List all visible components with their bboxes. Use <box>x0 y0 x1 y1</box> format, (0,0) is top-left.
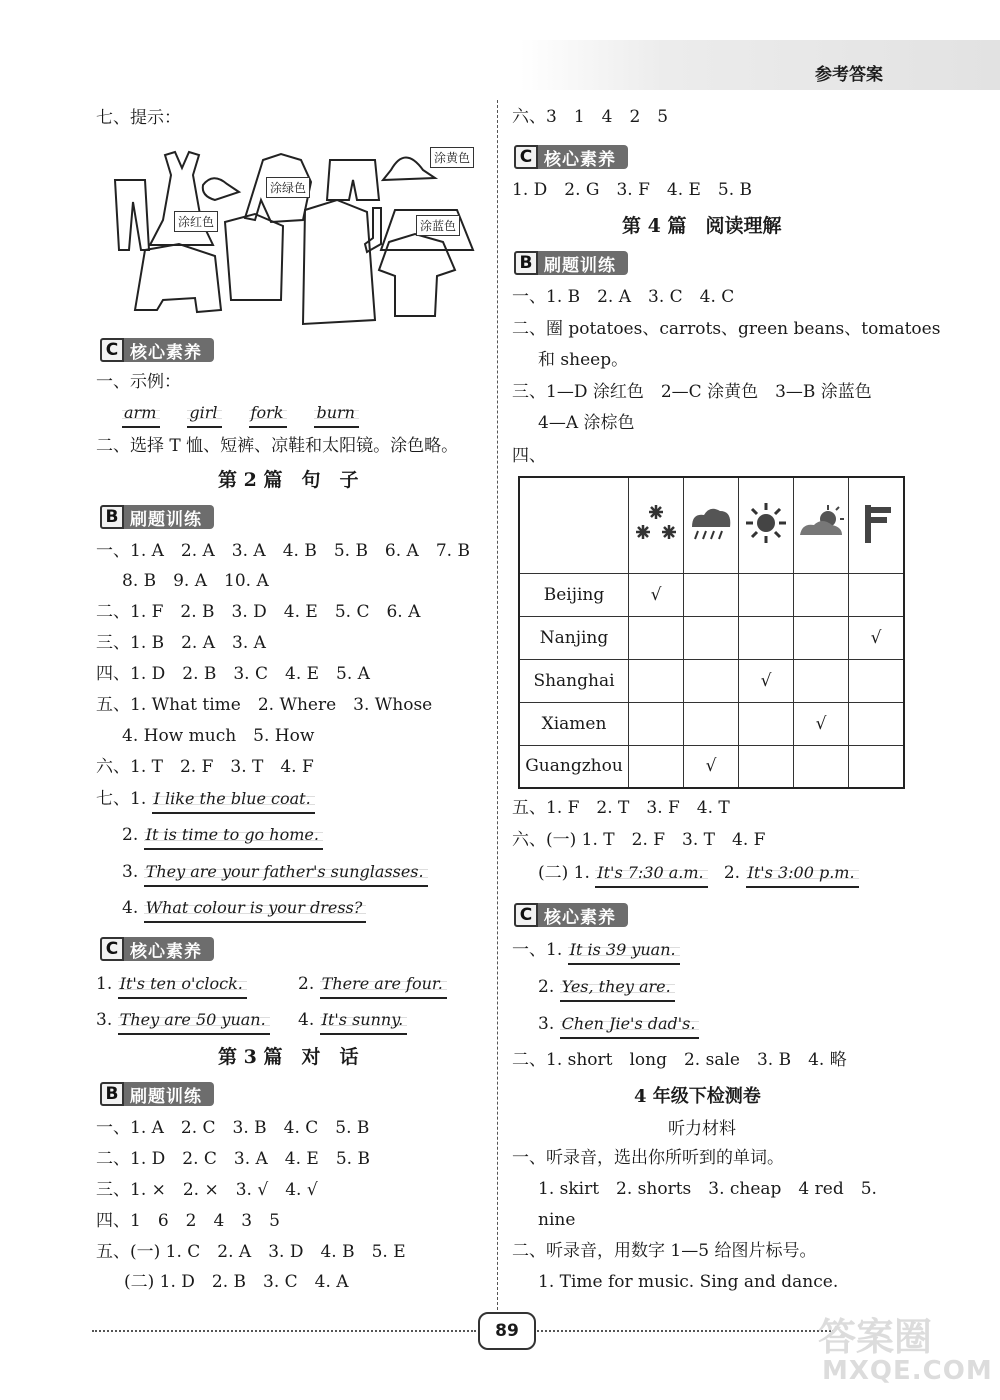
table-row <box>519 573 904 616</box>
city-cell: Nanjing <box>519 616 629 659</box>
jacket-icon <box>135 244 221 312</box>
tag-green: 涂绿色 <box>266 177 310 198</box>
handwritten-answer: It's sunny. <box>320 1008 408 1035</box>
p2-q7-line4: 4. What colour is your dress? <box>122 896 366 923</box>
r-line6c: (二) 1. It's 7:30 a.m. 2. It's 3:00 p.m. <box>538 861 859 888</box>
p2-line: 六、1. T 2. F 3. T 4. F <box>96 757 314 777</box>
p3-line: 五、(一) 1. C 2. A 3. D 4. B 5. E <box>96 1242 406 1262</box>
handwritten-answer: Chen Jie's dad's. <box>560 1012 700 1039</box>
q7-title: 七、提示： <box>96 108 181 128</box>
ex-line: 二、听录音，用数字 1—5 给图片标号。 <box>512 1241 817 1261</box>
word-arm: arm <box>122 401 160 428</box>
c1-line1: 一、示例： <box>96 372 181 392</box>
part3-title: 第 3 篇 对 话 <box>218 1046 359 1068</box>
rain-cell <box>684 477 739 573</box>
sun-cell <box>739 477 794 573</box>
handwritten-answer: It's 7:30 a.m. <box>595 861 707 888</box>
weather-table <box>518 476 905 789</box>
badge-core-3: C 核心素养 <box>514 145 628 169</box>
word-burn: burn <box>314 401 359 428</box>
tag-red: 涂红色 <box>174 211 218 232</box>
p2-c-row1a: 1. It's ten o'clock. <box>96 972 247 999</box>
badge-drill-3: B 刷题训练 <box>100 1082 214 1106</box>
r-c2-line3: 3. Chen Jie's dad's. <box>538 1012 699 1039</box>
empty-cell <box>629 616 684 659</box>
p4-line: 4—A 涂棕色 <box>538 413 635 433</box>
p2-line: 二、1. F 2. B 3. D 4. E 5. C 6. A <box>96 602 421 622</box>
check-cell: √ <box>739 659 794 702</box>
trousers-icon <box>115 180 149 250</box>
handwritten-answer: It is 39 yuan. <box>568 938 680 965</box>
empty-cell <box>629 702 684 745</box>
empty-cell <box>684 616 739 659</box>
table-header-row <box>519 477 904 573</box>
ex-line: 1. skirt 2. shorts 3. cheap 4 red 5. <box>538 1179 877 1199</box>
watermark-url: MXQE.COM <box>822 1356 993 1386</box>
windy-cell <box>849 477 905 573</box>
check-cell: √ <box>849 616 905 659</box>
ex-line: nine <box>538 1210 576 1230</box>
empty-cell <box>739 702 794 745</box>
clothes-illustration <box>105 140 480 340</box>
empty-cell <box>684 702 739 745</box>
p3-line: 三、1. × 2. × 3. √ 4. √ <box>96 1180 318 1200</box>
table-corner <box>519 477 629 573</box>
empty-cell <box>684 573 739 616</box>
p4-line: 一、1. B 2. A 3. C 4. C <box>512 287 735 307</box>
r-c2-line4: 二、1. short long 2. sale 3. B 4. 略 <box>512 1050 847 1070</box>
handwritten-answer: They are 50 yuan. <box>118 1008 270 1035</box>
city-cell: Shanghai <box>519 659 629 702</box>
word-girl: girl <box>187 401 221 428</box>
city-cell: Guangzhou <box>519 745 629 788</box>
p2-q7-line1: 七、1. I like the blue coat. <box>96 787 315 814</box>
empty-cell <box>739 745 794 788</box>
ex-line: 一、听录音，选出你所听到的单词。 <box>512 1148 784 1168</box>
empty-cell <box>794 573 849 616</box>
empty-cell <box>739 616 794 659</box>
empty-cell <box>739 573 794 616</box>
cloudy-icon <box>796 501 846 545</box>
badge-drill-4: B 刷题训练 <box>514 251 628 275</box>
header-title: 参考答案 <box>815 65 883 85</box>
p2-c-row2a: 3. They are 50 yuan. <box>96 1008 270 1035</box>
city-cell: Beijing <box>519 573 629 616</box>
cloudy-cell <box>794 477 849 573</box>
p2-line: 三、1. B 2. A 3. A <box>96 633 266 653</box>
p2-line: 五、1. What time 2. Where 3. Whose <box>96 695 433 715</box>
coat-icon <box>303 200 375 324</box>
check-cell: √ <box>684 745 739 788</box>
shirt-icon <box>225 214 283 300</box>
hat-icon <box>383 158 435 181</box>
tag-blue: 涂蓝色 <box>416 215 460 236</box>
r-c-line: 1. D 2. G 3. F 4. E 5. B <box>512 180 753 200</box>
column-divider <box>497 100 498 1310</box>
badge-drill-2: B 刷题训练 <box>100 505 214 529</box>
check-cell: √ <box>794 702 849 745</box>
empty-cell <box>629 745 684 788</box>
c1-line2: 二、选择 T 恤、短裤、凉鞋和太阳镜。涂色略。 <box>96 436 459 456</box>
handwritten-answer: I like the blue coat. <box>152 787 315 814</box>
empty-cell <box>849 659 905 702</box>
handwritten-answer: It's 3:00 p.m. <box>746 861 859 888</box>
exam-title: 4 年级下检测卷 <box>634 1086 761 1107</box>
snow-cell <box>629 477 684 573</box>
part4-title: 第 4 篇 阅读理解 <box>622 215 782 237</box>
handwritten-answer: There are four. <box>320 972 447 999</box>
empty-cell <box>849 573 905 616</box>
p2-line: 四、1. D 2. B 3. C 4. E 5. A <box>96 664 370 684</box>
r-line5: 五、1. F 2. T 3. F 4. T <box>512 798 730 818</box>
page-number: 89 <box>478 1312 536 1350</box>
handwritten-answer: Yes, they are. <box>560 975 675 1002</box>
table-row <box>519 616 904 659</box>
footer-rule-right <box>534 1330 834 1332</box>
p2-line: 4. How much 5. How <box>122 726 315 746</box>
p2-c-row2b: 4. It's sunny. <box>298 1008 407 1035</box>
header-band <box>520 40 1000 90</box>
windy-icon <box>851 501 901 545</box>
p4-line: 和 sheep。 <box>538 350 629 370</box>
ex-line: 1. Time for music. Sing and dance. <box>538 1272 839 1292</box>
city-cell: Xiamen <box>519 702 629 745</box>
p4-line: 二、圈 potatoes、carrots、green beans、tomatoes <box>512 319 941 339</box>
part2-title: 第 2 篇 句 子 <box>218 469 359 491</box>
p3-line: 四、1 6 2 4 3 5 <box>96 1211 280 1231</box>
badge-core-2: C 核心素养 <box>100 937 214 961</box>
snow-icon <box>631 501 681 545</box>
watermark-logo: 答案圈 <box>818 1315 933 1359</box>
table-row <box>519 745 904 788</box>
r-c2-line2: 2. Yes, they are. <box>538 975 675 1002</box>
handwritten-answer: What colour is your dress? <box>144 896 367 923</box>
tshirt-icon <box>379 234 455 316</box>
rain-icon <box>686 501 736 545</box>
empty-cell <box>684 659 739 702</box>
r-line6b: 六、(一) 1. T 2. F 3. T 4. F <box>512 830 766 850</box>
p4-line: 四、 <box>512 446 546 466</box>
badge-core-4: C 核心素养 <box>514 903 628 927</box>
footer-rule-left <box>92 1330 476 1332</box>
empty-cell <box>794 745 849 788</box>
p2-q7-line2: 2. It is time to go home. <box>122 823 323 850</box>
sun-icon <box>741 501 791 545</box>
r-c2-line1: 一、1. It is 39 yuan. <box>512 938 680 965</box>
p2-line: 8. B 9. A 10. A <box>122 571 269 591</box>
empty-cell <box>794 659 849 702</box>
shorts-icon <box>327 160 379 200</box>
handwritten-answer: They are your father's sunglasses. <box>144 860 428 887</box>
check-cell: √ <box>629 573 684 616</box>
empty-cell <box>849 745 905 788</box>
handwritten-answer: It's ten o'clock. <box>118 972 247 999</box>
c1-words <box>122 401 359 428</box>
badge-core-1: C 核心素养 <box>100 338 214 362</box>
table-row <box>519 659 904 702</box>
p3-line: 一、1. A 2. C 3. B 4. C 5. B <box>96 1118 370 1138</box>
empty-cell <box>849 702 905 745</box>
p4-line: 三、1—D 涂红色 2—C 涂黄色 3—B 涂蓝色 <box>512 382 872 402</box>
p2-c-row1b: 2. There are four. <box>298 972 447 999</box>
p2-q7-line3: 3. They are your father's sunglasses. <box>122 860 428 887</box>
listening-title: 听力材料 <box>668 1119 736 1139</box>
empty-cell <box>629 659 684 702</box>
handwritten-answer: It is time to go home. <box>144 823 323 850</box>
p3-line: 二、1. D 2. C 3. A 4. E 5. B <box>96 1149 370 1169</box>
p2-line: 一、1. A 2. A 3. A 4. B 5. B 6. A 7. B <box>96 541 470 561</box>
table-row <box>519 702 904 745</box>
shoes-icon <box>203 178 239 200</box>
p3-line: (二) 1. D 2. B 3. C 4. A <box>124 1272 349 1292</box>
empty-cell <box>794 616 849 659</box>
tag-yellow: 涂黄色 <box>430 147 474 168</box>
r-line6: 六、3 1 4 2 5 <box>512 107 669 127</box>
word-fork: fork <box>249 401 288 428</box>
